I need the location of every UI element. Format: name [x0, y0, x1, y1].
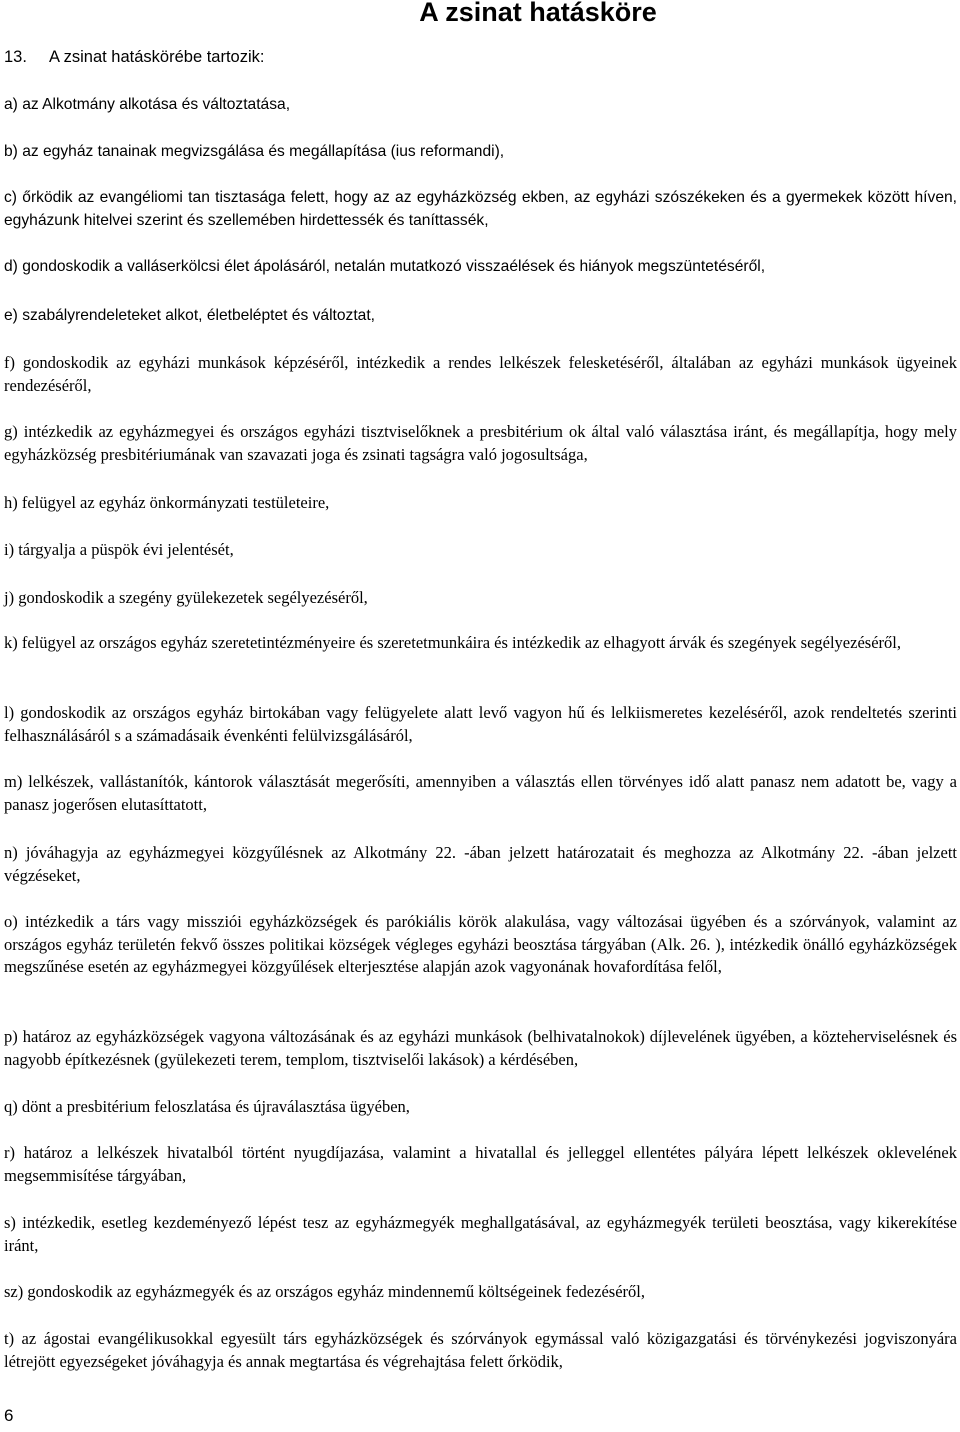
- paragraph-b: b) az egyház tanainak megvizsgálása és megállapítása (ius reformandi),: [4, 143, 505, 160]
- section-number: 13.: [4, 48, 27, 66]
- page-title: A zsinat hatásköre: [419, 0, 657, 27]
- page-number: 6: [4, 1406, 14, 1425]
- section-heading-text: A zsinat hatáskörébe tartozik:: [48, 48, 265, 66]
- section-heading: [4, 46, 264, 68]
- paragraph-i: i) tárgyalja a püspök évi jelentését,: [4, 540, 234, 559]
- paragraph-t: t) az ágostai evangélikusokkal egyesült társ egyházközségek és szórványok egymással való közigazgatási és törvénykezési jogviszonyára létrejött egyezségeket jóváhagyja és annak megtartása és végrehajtása felett őrködik,: [4, 1329, 957, 1371]
- paragraph-g: g) intézkedik az egyházmegyei és országos egyházi tisztviselőknek a presbitérium ok által való választása iránt, és megállapítja, hogy mely egyházközség presbitériumának van szavazati joga és zsinati tagságra való jogosultsága,: [4, 422, 957, 464]
- paragraph-d: d) gondoskodik a valláserkölcsi élet ápolásáról, netalán mutatkozó visszaélések és hiányok megszüntetéséről,: [4, 258, 766, 275]
- paragraph-e: e) szabályrendeleteket alkot, életbeléptet és változtat,: [4, 307, 376, 324]
- paragraph-k: k) felügyel az országos egyház szeretetintézményeire és szeretetmunkáira és intézkedik az elhagyott árvák és szegények segélyezéséről,: [4, 633, 901, 652]
- paragraph-q: q) dönt a presbitérium feloszlatása és újraválasztása ügyében,: [4, 1097, 410, 1116]
- paragraph-r: r) határoz a lelkészek hivatalból történt nyugdíjazása, valamint a hivatallal és jelleggel ellentétes pályára lépett lelkészek oklevelének megsemmisítése tárgyában,: [4, 1143, 957, 1185]
- paragraph-f: f) gondoskodik az egyházi munkások képzéséről, intézkedik a rendes lelkészek felesketéséről, általában az egyházi munkások ügyeinek rendezéséről,: [4, 353, 957, 395]
- paragraph-l: l) gondoskodik az országos egyház birtokában vagy felügyelete alatt levő vagyon hű és lelkiismeretes kezeléséről, azok rendeltetés szerinti felhasználásáról s a számadásaik évenkénti felülvizsgálásáról,: [4, 703, 957, 745]
- paragraph-a: a) az Alkotmány alkotása és változtatása,: [4, 96, 291, 113]
- paragraph-j: j) gondoskodik a szegény gyülekezetek segélyezéséről,: [4, 588, 368, 607]
- paragraph-n: n) jóváhagyja az egyházmegyei közgyűlésnek az Alkotmány 22. -ában jelzett határozatait és meghozza az Alkotmány 22. -ában jelzett végzéseket,: [4, 843, 957, 885]
- paragraph-o: o) intézkedik a társ vagy missziói egyházközségek és parókiális körök alakulása, vagy változásai ügyében és a szórványok, valamint az országos egyház területén fekvő összes politikai községek végleges egyházi beosztása tárgyában (Alk. 26. ), intézkedik önálló egyházközségek megszűnése esetén az egyházmegyei közgyűlések elterjesztése alapján azok vagyonának hovafordítása felől,: [4, 912, 957, 976]
- paragraph-h: h) felügyel az egyház önkormányzati testületeire,: [4, 493, 330, 512]
- paragraph-s: s) intézkedik, esetleg kezdeményező lépést tesz az egyházmegyék meghallgatásával, az egyházmegyék területi beosztása, vagy kikerekítése iránt,: [4, 1213, 957, 1255]
- paragraph-m: m) lelkészek, vallástanítók, kántorok választását megerősíti, amennyiben a választás ellen törvényes idő alatt panasz nem adatott be, vagy a panasz jogerősen elutasíttatott,: [4, 772, 957, 814]
- paragraph-sz: sz) gondoskodik az egyházmegyék és az országos egyház mindennemű költségeinek fedezéséről,: [4, 1282, 645, 1301]
- paragraph-p: p) határoz az egyházközségek vagyona változásának és az egyházi munkások (belhivatalnokok) díjlevelének ügyében, a közteherviselésnek és nagyobb építkezésnek (gyülekezeti terem, templom, tisztviselői lakások) a kérdésében,: [4, 1027, 957, 1069]
- paragraph-c: c) őrködik az evangéliomi tan tisztasága felett, hogy az az egyházközség ekben, az egyházi szószékeken és a gyermekek között híven, egyházunk hitelvei szerint és szellemében hirdettessék és taníttassék,: [4, 189, 957, 229]
